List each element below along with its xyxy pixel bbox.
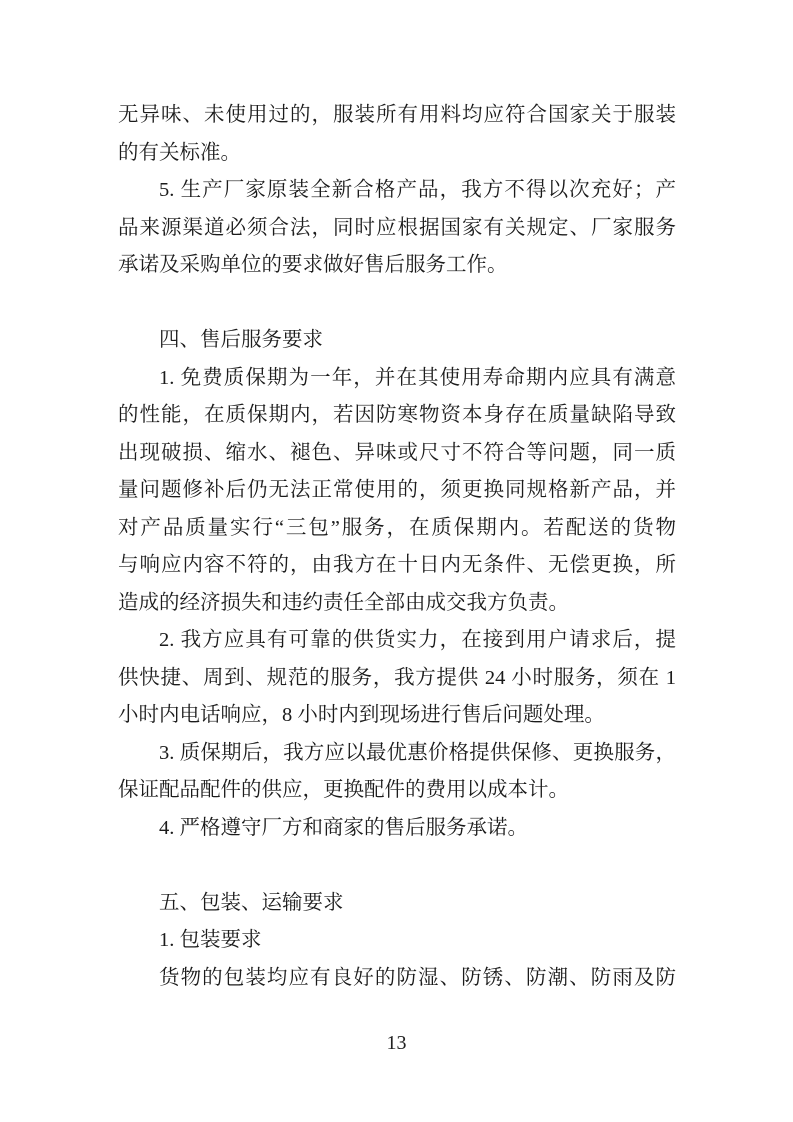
text-line: 小时内电话响应，8 小时内到现场进行售后问题处理。 bbox=[118, 704, 605, 726]
page-number: 13 bbox=[386, 1032, 407, 1054]
text-line: 供快捷、周到、规范的服务，我方提供 24 小时服务，须在 1 bbox=[118, 666, 676, 689]
blank-line bbox=[118, 847, 676, 885]
text-line: 的有关标准。 bbox=[118, 141, 241, 164]
text-line: 1. 免费质保期为一年，并在其使用寿命期内应具有满意 bbox=[159, 366, 676, 389]
text-line: 2. 我方应具有可靠的供货实力，在接到用户请求后，提 bbox=[159, 629, 676, 651]
text-line: 对产品质量实行“三包”服务，在质保期内。若配送的货物 bbox=[118, 516, 676, 539]
text-line: 1. 包装要求 bbox=[159, 929, 262, 951]
text-line: 的性能，在质保期内，若因防寒物资本身存在质量缺陷导致 bbox=[118, 404, 676, 426]
text-line: 四、售后服务要求 bbox=[159, 329, 323, 351]
text-line: 造成的经济损失和违约责任全部由成交我方负责。 bbox=[118, 591, 569, 614]
text-line: 3. 质保期后，我方应以最优惠价格提供保修、更换服务， bbox=[159, 741, 676, 764]
text-line: 量问题修补后仍无法正常使用的，须更换同规格新产品，并 bbox=[118, 479, 676, 501]
text-line: 无异味、未使用过的，服装所有用料均应符合国家关于服装 bbox=[118, 104, 676, 126]
blank-line bbox=[118, 285, 676, 323]
text-line: 货物的包装均应有良好的防湿、防锈、防潮、防雨及防 bbox=[159, 966, 676, 989]
text-line: 承诺及采购单位的要求做好售后服务工作。 bbox=[118, 254, 508, 276]
text-line: 五、包装、运输要求 bbox=[159, 891, 344, 914]
text-line: 5. 生产厂家原装全新合格产品，我方不得以次充好；产 bbox=[159, 179, 676, 201]
document-text-block bbox=[118, 97, 676, 997]
text-line: 4. 严格遵守厂方和商家的售后服务承诺。 bbox=[159, 816, 528, 839]
text-line: 出现破损、缩水、褪色、异味或尺寸不符合等问题，同一质 bbox=[118, 441, 676, 464]
text-line: 与响应内容不符的，由我方在十日内无条件、无偿更换，所 bbox=[118, 554, 676, 576]
text-line: 品来源渠道必须合法，同时应根据国家有关规定、厂家服务 bbox=[118, 216, 676, 239]
text-line: 保证配品配件的供应，更换配件的费用以成本计。 bbox=[118, 779, 569, 801]
